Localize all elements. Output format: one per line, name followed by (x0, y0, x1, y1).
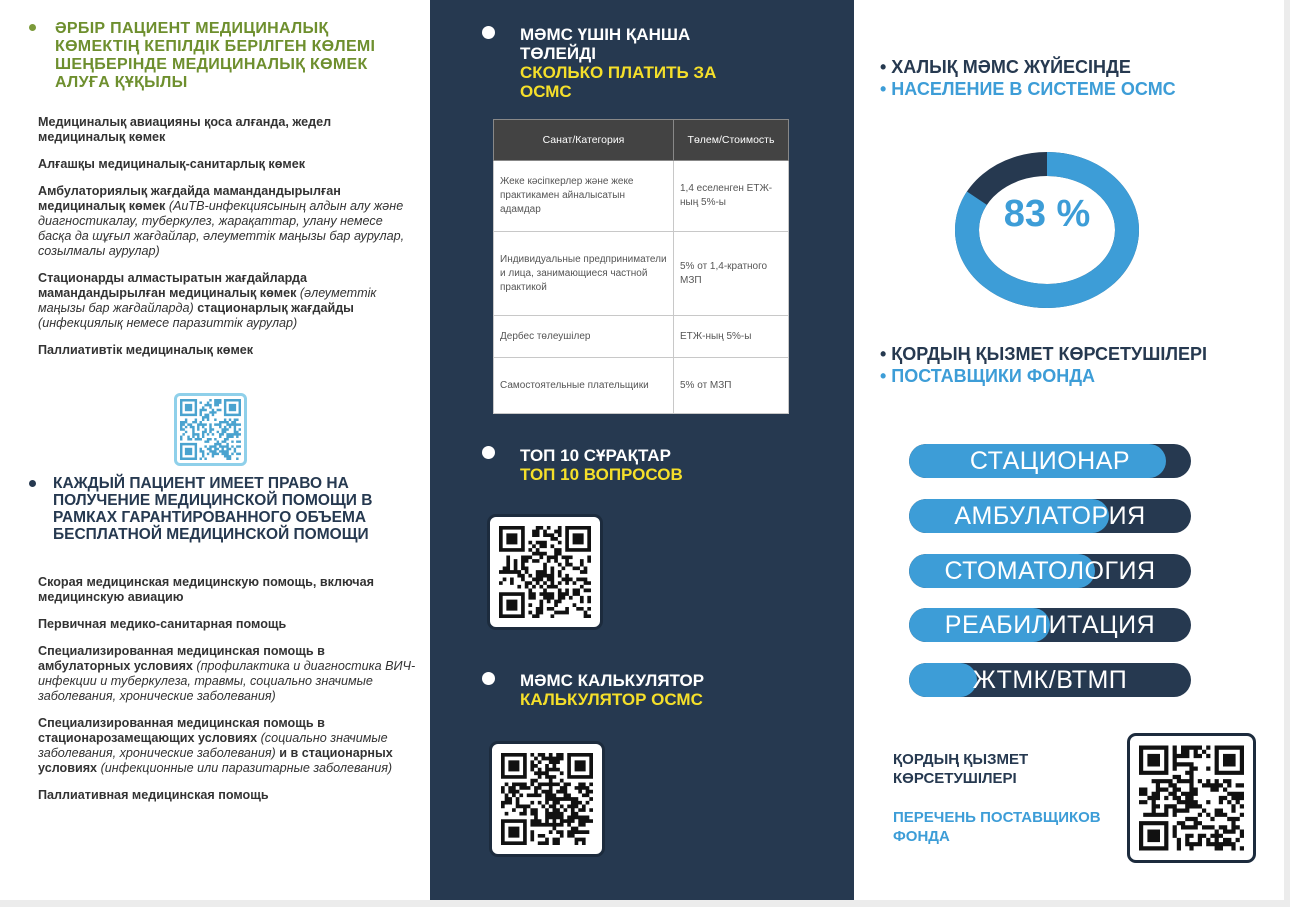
list-item (38, 788, 418, 803)
kz-rights-title: ӘРБІР ПАЦИЕНТ МЕДИЦИНАЛЫҚ КӨМЕКТІҢ КЕПІЛДІК БЕРІЛГЕН КӨЛЕМІ ШЕҢБЕРІНДЕ МЕДИЦИНАЛЫҚ КӨМЕК АЛУҒА ҚҰҚЫЛЫ (55, 20, 376, 91)
list-item (38, 115, 418, 145)
bullet-dot (482, 26, 495, 39)
list-item (38, 644, 418, 704)
item-note: (АиТВ-инфекциясының алдын алу және диагностикалау, туберкулез, жарақаттар, улану немесе басқа да шұғыл жағдайлар, әлеуметтік маңызы бар аурулар, созылмалы аурулар) (38, 199, 405, 258)
item-title: Стационарды алмастыратын жағдайларда мамандандырылған медициналық көмек (38, 271, 307, 300)
provider-bar-label: РЕАБИЛИТАЦИЯ (944, 611, 1156, 639)
table-cell: 1,4 еселенген ЕТЖ-ның 5%-ы (674, 161, 789, 232)
item-note: (инфекционные или паразитарные заболевания) (100, 761, 393, 775)
item-title: Паллиативтік медициналық көмек (38, 343, 254, 357)
providers-heading-kz: • ҚОРДЫҢ ҚЫЗМЕТ КӨРСЕТУШІЛЕРІ (880, 344, 1207, 364)
list-item (38, 575, 418, 605)
table-row (494, 316, 789, 358)
provider-bar-inpatient (909, 444, 1191, 478)
provider-bar-label: СТОМАТОЛОГИЯ (944, 557, 1156, 585)
ru-care-list (38, 575, 418, 815)
payment-heading (520, 25, 760, 101)
table-cell: 5% от 1,4-кратного МЗП (674, 232, 789, 316)
population-heading (880, 56, 1220, 100)
qr-code-icon (180, 399, 241, 460)
provider-bar-rehabilitation (909, 608, 1191, 642)
provider-bar-htmc (909, 663, 1191, 697)
qr-code-top10[interactable] (487, 514, 603, 630)
list-item (38, 343, 418, 358)
table-cell: 5% от МЗП (674, 358, 789, 414)
bullet-dot (29, 24, 36, 31)
item-title: Специализированная медицинская помощь в стационарозамещающих условиях (38, 716, 325, 745)
table-header-row (494, 120, 789, 161)
provider-bar-label: ЖТМК/ВТМП (972, 666, 1128, 694)
item-title: Амбулаториялық жағдайда мамандандырылған медициналық көмек (38, 184, 341, 213)
providers-heading (880, 343, 1220, 387)
payment-heading-kz: МӘМС ҮШІН ҚАНША ТӨЛЕЙДІ (520, 25, 691, 63)
item-title: Паллиативная медицинская помощь (38, 788, 269, 802)
provider-bar-dentistry (909, 554, 1191, 588)
item-note: (инфекциялық немесе паразиттік аурулар) (38, 316, 298, 330)
payment-table (493, 119, 789, 414)
list-item (38, 271, 418, 331)
bullet-dot (482, 672, 495, 685)
provider-bar-label: АМБУЛАТОРИЯ (954, 502, 1146, 530)
calculator-heading-kz: МӘМС КАЛЬКУЛЯТОР (520, 671, 705, 690)
item-title: Специализированная медицинская помощь в амбулаторных условиях (38, 644, 325, 673)
table-cell: Жеке кәсіпкерлер және жеке практикамен айналысатын адамдар (494, 161, 674, 232)
qr-code-rights[interactable] (174, 393, 247, 466)
item-title: Скорая медицинская медицинскую помощь, включая медицинскую авиацию (38, 575, 374, 604)
providers-list-kz: ҚОРДЫҢ ҚЫЗМЕТ КӨРСЕТУШІЛЕРІ (893, 751, 1029, 787)
item-note: (профилактика и диагностика ВИЧ- инфекции и туберкулеза, травмы, социально значимые заболевания, хронические заболевания) (38, 659, 416, 703)
item-title: Алғашқы медициналық-санитарлық көмек (38, 157, 306, 171)
qr-code-providers[interactable] (1127, 733, 1256, 863)
table-cell: Индивидуальные предприниматели и лица, занимающиеся частной практикой (494, 232, 674, 316)
population-heading-kz: • ХАЛЫҚ МӘМС ЖҮЙЕСІНДЕ (880, 57, 1131, 77)
item-title: стационарлық жағдайды (197, 301, 354, 315)
top10-heading-ru: ТОП 10 ВОПРОСОВ (520, 465, 683, 484)
table-row (494, 232, 789, 316)
column-header: Төлем/Стоимость (674, 120, 789, 161)
qr-code-icon (499, 526, 591, 618)
provider-bar-outpatient (909, 499, 1191, 533)
ru-rights-title: КАЖДЫЙ ПАЦИЕНТ ИМЕЕТ ПРАВО НА ПОЛУЧЕНИЕ МЕДИЦИНСКОЙ ПОМОЩИ В РАМКАХ ГАРАНТИРОВАННОГО ОБЪЕМА БЕСПЛАТНОЙ МЕДИЦИНСКОЙ ПОМОЩИ (53, 475, 373, 543)
payment-heading-ru: СКОЛЬКО ПЛАТИТЬ ЗА ОСМС (520, 63, 717, 101)
population-heading-ru: • НАСЕЛЕНИЕ В СИСТЕМЕ ОСМС (880, 79, 1176, 99)
list-item (38, 716, 418, 776)
calculator-heading-ru: КАЛЬКУЛЯТОР ОСМС (520, 690, 703, 709)
list-item (38, 157, 418, 172)
bullet-dot (482, 446, 495, 459)
list-item (38, 184, 418, 259)
providers-list-ru: ПЕРЕЧЕНЬ ПОСТАВЩИКОВ ФОНДА (893, 809, 1101, 845)
provider-bar-label: СТАЦИОНАР (969, 447, 1131, 475)
list-item (38, 617, 418, 632)
table-row (494, 358, 789, 414)
item-title: Первичная медико-санитарная помощь (38, 617, 287, 631)
column-header: Санат/Категория (494, 120, 674, 161)
qr-code-icon (1139, 745, 1244, 851)
table-cell: Дербес төлеушілер (494, 316, 674, 358)
item-note: (социально значимые заболевания, хронические заболевания) (38, 731, 388, 760)
table-cell: ЕТЖ-ның 5%-ы (674, 316, 789, 358)
item-title: Медициналық авиацияны қоса алғанда, жедел медициналық көмек (38, 115, 332, 144)
kz-care-list (38, 115, 418, 370)
bullet-dot (29, 480, 36, 487)
item-title: и в стационарных условиях (38, 746, 393, 775)
top10-heading-kz: ТОП 10 СҰРАҚТАР (520, 446, 671, 465)
qr-code-calculator[interactable] (489, 741, 605, 857)
table-cell: Самостоятельные плательщики (494, 358, 674, 414)
providers-heading-ru: • ПОСТАВЩИКИ ФОНДА (880, 366, 1096, 386)
table-row (494, 161, 789, 232)
calculator-heading (520, 671, 780, 709)
item-note: (әлеуметтік маңызы бар жағдайларда) (38, 286, 377, 315)
coverage-percent: 83 % (1003, 193, 1091, 235)
top10-heading (520, 446, 760, 484)
qr-code-icon (501, 753, 593, 845)
